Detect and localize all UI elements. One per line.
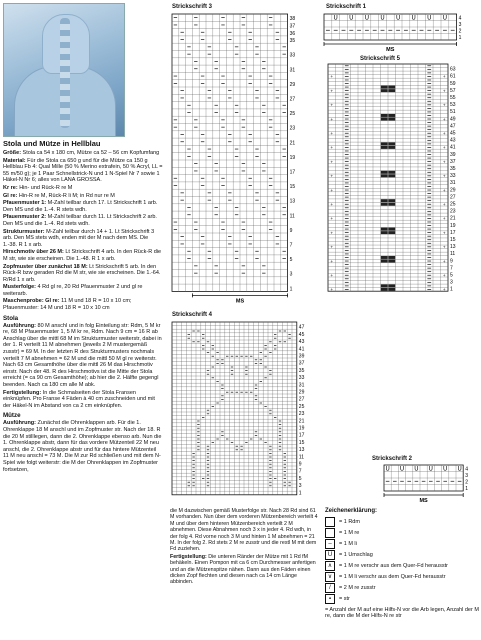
filled-mark [381, 228, 388, 231]
yarn-over-mark: U [385, 466, 390, 473]
left-paragraphs-1 [3, 158, 163, 184]
paragraph-label: Material: [3, 157, 26, 164]
legend-text: = 1 M re [339, 529, 360, 536]
edge-mark: + [330, 188, 334, 193]
stola-paragraphs-0 [3, 323, 163, 389]
filled-mark [381, 86, 388, 89]
row-label: 4 [458, 15, 462, 22]
chart-strickschrift-3 [170, 12, 310, 304]
mid-text-column [170, 508, 318, 587]
purl-icon: – [325, 539, 335, 549]
yarn-over-mark: U [427, 15, 432, 22]
paragraph-label: Strukturmuster: [3, 228, 45, 235]
paragraph-text: Hin-R re M, Rück-R li M; in Rd nur re M [17, 192, 115, 199]
filled-mark [388, 199, 395, 202]
row-label: 23 [289, 125, 296, 132]
legend-item [325, 594, 479, 605]
chart-strickschrift-1 [322, 12, 472, 54]
row-label: 19 [289, 154, 296, 161]
edge-mark: + [330, 259, 334, 264]
row-label: 63 [450, 66, 456, 73]
row-label: 23 [450, 208, 456, 215]
legend-item [325, 572, 479, 583]
stola-paragraphs-1 [3, 390, 163, 410]
row-label: 3 [458, 22, 462, 29]
row-label: 7 [289, 242, 293, 249]
paragraph-label: Gl re: [3, 192, 18, 199]
filled-mark [388, 203, 395, 206]
paragraph-label: Zopfmuster über zunächst 18 M: [3, 263, 88, 270]
row-label: 43 [450, 137, 456, 144]
legend-item [325, 517, 479, 528]
filled-mark [388, 114, 395, 117]
chart-grid [384, 465, 463, 491]
muetze-paragraphs-0 [3, 420, 163, 473]
row-label: 13 [298, 447, 305, 454]
paragraph-label: Ausführung: [3, 322, 36, 329]
ms-label: MS [419, 498, 428, 503]
edge-mark: + [330, 159, 334, 164]
filled-mark [388, 146, 395, 149]
decrease-icon: ∧ [325, 561, 335, 571]
filled-mark [381, 284, 388, 287]
row-label: 31 [289, 67, 296, 74]
product-photo [3, 3, 125, 137]
row-label: 9 [289, 227, 293, 234]
paragraph-label: Pfauenmuster 2: [3, 214, 47, 221]
row-label: 4 [465, 466, 468, 473]
muetze-heading: Mütze [3, 412, 21, 420]
legend-text: = 2 M re zusstr [339, 584, 376, 591]
left-paragraphs-6 [3, 229, 163, 249]
photo-cable-shape [60, 18, 70, 128]
row-label: 47 [298, 324, 305, 331]
yarn-over-mark: U [428, 466, 433, 473]
row-label: 23 [298, 411, 305, 418]
row-label: 11 [289, 213, 295, 220]
left-paragraphs-9 [3, 284, 163, 297]
paragraph-text: M-Zahl teilbar durch 17. Lt Strickschrift 1 arb. Den MS und die 1.-4. R stets wdh. [3, 200, 158, 213]
row-label: 27 [298, 396, 305, 403]
row-label: 33 [450, 173, 456, 180]
paragraph-label: Hirschmotiv über 26 M: [3, 249, 64, 256]
row-label: 7 [298, 468, 302, 475]
row-label: 43 [298, 339, 305, 346]
edge-mark: + [330, 88, 334, 93]
row-label: 5 [298, 475, 302, 482]
edge-mark: + [442, 145, 446, 150]
chart-title-s3: Strickschrift 3 [172, 4, 213, 10]
filled-mark [381, 288, 388, 291]
yarn-over-mark: U [442, 15, 448, 22]
row-label: 15 [289, 184, 296, 191]
edge-mark: + [442, 287, 446, 292]
row-label: 27 [450, 194, 456, 201]
paragraph-label: Größe: [3, 150, 22, 156]
edge-mark: + [330, 103, 334, 108]
paragraph-text: M-Zahl teilbar durch 14 + 1. Lt Strickschrift 3 arb. Den MS stets wdh, enden mit der M nach dem MS. Die 1.-38. R 1 x arb. [3, 228, 155, 248]
row-label: 21 [450, 215, 456, 222]
yarn-over-icon: U [325, 550, 335, 560]
muetze-section [3, 420, 163, 473]
row-label: 1 [298, 490, 302, 497]
chart-grid [324, 14, 457, 40]
filled-mark [381, 118, 388, 121]
row-label: 15 [298, 439, 305, 446]
left-paragraphs-10 [3, 298, 163, 311]
edge-mark: + [330, 131, 334, 136]
legend-text: = 1 M li verschr aus dem Quer-Fd herausstr [339, 573, 446, 580]
edge-mark: + [330, 117, 334, 122]
filled-mark [388, 288, 395, 291]
row-label: 31 [298, 382, 305, 389]
filled-mark [388, 260, 395, 263]
left-paragraphs-2 [3, 185, 163, 192]
edge-mark: + [442, 188, 446, 193]
legend-text: = str [339, 595, 350, 602]
legend-note: = Anzahl der M auf eine Hilfs-N vor die Arb legen, Anzahl der M re, dann die M der Hilfs-N re str [325, 606, 479, 620]
paragraph-text: die M dazwischen gemäß Musterfolge str. Nach 28 Rd sind 61 M vorhanden. Nun über dem vorderen Mützenbereich verteilt 4 M und über dem hinteren Mützenbereich verteilt 2 M abnehmen. Diese Abnahmen noch 3 x in jeder 4. Rd wdh, in der folg 4. Rd vorne noch 3 M und hinten 1 M abnehmen = 21 M. In der folg 2. Rd stets 2 M re zusstr und die restl M mit dem Fd zuziehen. [170, 508, 318, 553]
row-label: 21 [298, 418, 305, 425]
row-label: 59 [450, 80, 456, 87]
legend-item [325, 583, 479, 594]
paragraph-label: Kr re: [3, 184, 18, 191]
paragraph-label: Fertigstellung: [170, 553, 207, 560]
material-section [3, 150, 163, 312]
ms-label: MS [235, 298, 245, 304]
edge-mark: + [442, 202, 446, 207]
yarn-over-mark: U [457, 466, 462, 473]
edge-mark: + [330, 145, 334, 150]
row-label: 21 [289, 140, 296, 147]
row-label: 1 [450, 286, 453, 293]
yarn-over-mark: U [364, 15, 370, 22]
edge-mark: + [442, 216, 446, 221]
legend [325, 508, 479, 620]
row-label: 1 [465, 486, 468, 493]
knit-icon [325, 528, 335, 538]
row-label: 19 [450, 222, 456, 229]
row-label: 45 [298, 331, 305, 338]
edge-mark: + [442, 245, 446, 250]
left-paragraphs-4 [3, 200, 163, 213]
paragraph-text: Lt Strickschrift 5 arb. In den Rück-R bzw geraden Rd die M str, wie sie erscheinen. Die 1.-64. R/Rd 1 x arb. [3, 263, 161, 283]
paragraph-text: Lt Strickschrift 4 arb. In den Rück-R die M str, wie sie erscheinen. Die 1.-48. R 1 x arb. [3, 249, 162, 262]
filled-mark [388, 284, 395, 287]
edge-mark: + [442, 131, 446, 136]
left-paragraphs-8 [3, 264, 163, 284]
row-label: 2 [458, 28, 462, 35]
row-label: 31 [450, 180, 456, 187]
row-label: 7 [450, 265, 453, 272]
stola-section [3, 323, 163, 410]
filled-mark [381, 231, 388, 234]
stola-heading: Stola [3, 314, 19, 322]
mid-paragraphs-0 [170, 508, 318, 553]
filled-mark [388, 231, 395, 234]
legend-text: = 1 Rdm [339, 518, 360, 525]
row-label: 55 [450, 94, 456, 101]
row-label: 38 [289, 16, 296, 23]
paragraph-text: Stola ca 54 x 180 cm, Mütze ca 52 – 56 cm Kopfumfang [21, 150, 160, 156]
filled-mark [388, 171, 395, 174]
instructions-column [3, 140, 163, 474]
legend-text: = 1 Umschlag [339, 551, 373, 558]
row-label: 61 [450, 73, 456, 80]
row-label: 27 [289, 96, 296, 103]
row-label: 9 [450, 258, 453, 265]
row-label: 17 [298, 432, 305, 439]
row-label: 33 [289, 52, 296, 59]
edge-mark: + [442, 273, 446, 278]
row-label: 11 [450, 251, 456, 258]
row-label: 39 [450, 151, 456, 158]
paragraph-label: Ausführung: [3, 420, 36, 427]
chart-grid [328, 64, 448, 292]
filled-mark [381, 203, 388, 206]
row-label: 35 [298, 367, 305, 374]
filled-mark [388, 86, 395, 89]
row-label: 45 [450, 130, 456, 137]
edge-mark: + [330, 273, 334, 278]
chart-grid [172, 322, 297, 495]
filled-mark [388, 89, 395, 92]
increase-icon: ∨ [325, 572, 335, 582]
row-label: 1 [289, 286, 293, 293]
edge-mark: + [330, 202, 334, 207]
filled-mark [388, 142, 395, 145]
filled-mark [388, 256, 395, 259]
row-label: 11 [298, 454, 305, 461]
edge-mark: + [442, 103, 446, 108]
row-label: 47 [450, 123, 456, 130]
edge-mark: + [442, 259, 446, 264]
row-label: 57 [450, 87, 456, 94]
row-label: 35 [289, 38, 296, 45]
row-label: 29 [450, 187, 456, 194]
yarn-over-mark: U [414, 466, 419, 473]
chart-strickschrift-2 [382, 463, 478, 503]
paragraph-label: Pfauenmuster 1: [3, 200, 47, 207]
yarn-over-mark: U [411, 15, 416, 22]
filled-mark [381, 199, 388, 202]
ms-label: MS [386, 47, 395, 53]
legend-text: = 1 M re verschr aus dem Quer-Fd herausstr [339, 562, 448, 569]
chart-title-s2: Strickschrift 2 [372, 456, 413, 462]
filled-mark [381, 142, 388, 145]
no-stitch-icon: ▪ [325, 594, 335, 604]
chart-strickschrift-4 [170, 320, 310, 502]
row-label: 53 [450, 102, 456, 109]
paragraph-text: 4 Rd gl re, 20 Rd Pfauenmuster 2 und gl re weiterarb. [3, 284, 143, 297]
row-label: 36 [289, 30, 296, 37]
row-label: 3 [450, 279, 453, 286]
row-label: 39 [298, 353, 305, 360]
k2tog-icon: / [325, 583, 335, 593]
row-label: 17 [450, 229, 456, 236]
paragraph-label: Fertigstellung: [3, 389, 42, 396]
filled-mark [381, 256, 388, 259]
edge-mark: + [330, 216, 334, 221]
row-label: 13 [450, 244, 456, 251]
paragraph-text: M-Zahl teilbar durch 11. Lt Strickschrift 2 arb. Den MS und die 1.-4. Rd stets wdh. [3, 214, 157, 227]
page-title: Stola und Mütze in Hellblau [3, 139, 101, 148]
legend-item [325, 528, 479, 539]
filled-mark [381, 174, 388, 177]
legend-items [325, 517, 479, 605]
yarn-over-mark: U [395, 15, 401, 22]
row-label: 5 [289, 257, 293, 264]
row-label: 5 [450, 272, 453, 279]
row-label: 15 [450, 236, 456, 243]
row-label: 37 [289, 23, 296, 30]
filled-mark [388, 228, 395, 231]
row-label: 3 [465, 473, 468, 480]
paragraph-text: Für die Stola ca 650 g und für die Mütze ca 150 g Hellblau Fb 4: Qual Mille (50 % Merino extrafein, 50 % Acryl, LL = 55 m/50 g); je 1 Paar Schnellstrick-N und 1 N-Spiel Nr 7 sowie 1 Häkel-N Nr 6; alles von LANA GROSSA. [3, 157, 163, 184]
filled-mark [381, 146, 388, 149]
chart-title-s1: Strickschrift 1 [326, 4, 367, 10]
mid-paragraphs-1 [170, 554, 318, 586]
paragraph-label: Musterfolge: [3, 284, 36, 291]
row-label: 37 [450, 158, 456, 165]
row-label: 35 [450, 165, 456, 172]
yarn-over-mark: U [399, 466, 405, 473]
edge-mark: + [442, 174, 446, 179]
row-label: 3 [289, 271, 293, 278]
yarn-over-mark: U [380, 15, 385, 22]
row-label: 2 [465, 479, 468, 486]
edge-mark: + [330, 230, 334, 235]
edge-mark: + [330, 287, 334, 292]
paragraph-label: Maschenprobe: Gl re: [3, 298, 60, 305]
legend-item [325, 539, 479, 550]
yarn-over-mark: U [443, 466, 448, 473]
chart-grid [172, 14, 288, 291]
yarn-over-mark: U [333, 15, 338, 22]
chart-title-s5: Strickschrift 5 [360, 56, 401, 62]
legend-item [325, 550, 479, 561]
row-label: 9 [298, 461, 302, 468]
left-paragraphs-5 [3, 214, 163, 227]
row-label: 13 [289, 198, 296, 205]
edge-mark: + [330, 174, 334, 179]
row-label: 3 [298, 483, 302, 490]
chart-title-s4: Strickschrift 4 [172, 312, 213, 318]
filled-mark [381, 114, 388, 117]
paragraph-text: Zunächst die Ohrenklappen arb. Für die 1. Ohrenklappe 18 M anschl und im Zopfmuster str. Nach der 18. R die 20 M stilllegen, dann die 2. Ohrenklappe ebenso arb. Nun die 1. Ohrenklappe abstr, dann für das vordere Mützenteil 22 M neu anschl, die 2. Ohrenklappe abstr und für das hintere Mützenteil 11 M neu anschl = 73 M. Die M zur Rd schließen und mit dem N-Spiel wie folgt weiterstr: die M der Ohrenklappen im Zopfmuster fortsetzen, [3, 420, 162, 473]
filled-mark [381, 89, 388, 92]
legend-title: Zeichenerklärung: [325, 508, 378, 514]
filled-mark [388, 174, 395, 177]
legend-item [325, 561, 479, 572]
filled-mark [381, 260, 388, 263]
paragraph-text: Hin- und Rück-R re M [17, 184, 73, 191]
paragraph-text: 11 M und 18 R = 10 x 10 cm; Pfauenmuster: 14 M und 18 R = 10 x 10 cm [3, 298, 132, 312]
left-paragraphs-0 [3, 150, 163, 157]
row-label: 29 [289, 81, 296, 88]
yarn-over-mark: U [349, 15, 354, 22]
row-label: 41 [450, 144, 456, 151]
filled-mark [381, 171, 388, 174]
row-label: 51 [450, 109, 456, 116]
edge-mark: + [442, 159, 446, 164]
edge-mark: + [442, 117, 446, 122]
edge-mark: + [442, 230, 446, 235]
row-label: 19 [298, 425, 305, 432]
row-label: 25 [298, 403, 305, 410]
row-label: 49 [450, 116, 456, 123]
left-paragraphs-3 [3, 193, 163, 200]
edge-mark: + [330, 245, 334, 250]
row-label: 1 [458, 35, 462, 42]
row-label: 37 [298, 360, 305, 367]
edge-mark: + [330, 74, 334, 79]
row-label: 33 [298, 375, 305, 382]
row-label: 29 [298, 389, 305, 396]
edge-stitch-icon [325, 517, 335, 527]
legend-text: = 1 M li [339, 540, 357, 547]
row-label: 25 [289, 111, 296, 118]
edge-mark: + [442, 74, 446, 79]
left-paragraphs-7 [3, 249, 163, 262]
paragraph-text: Die unteren Ränder der Mütze mit 1 Rd fM behäkeln. Einen Pompon mit ca 6 cm Durchmesser anfertigen und an die Mützenspitze nähen. Dann aus den Fäden einen dicken Zopf flechten und diesen nach ca 14 cm Länge abbinden. [170, 553, 316, 586]
paragraph-text: 80 M anschl und in folg Einteilung str: Rdm, 5 M kr re, 68 M Pfauenmuster 1, 5 M kr re, Rdm. Nach 9 cm = 16 R ab Anschlag über die mittl 68 M im Strukturmuster weiterstr, dabei in der 1. R verteilt 11 M abnehmen (jeweils 2 M mustergemäß zusstr) = 69 M. In der letzten R des Strukturmusters nochmals verteilt 7 M abnehmen = 62 M und die mittl 50 M gl re weiterstr. Nach 63 cm Gesamthöhe über die mittl 26 M das Hirschmotiv einstr. Nach der 48. R des Hirschmotivs ist die Mitte der Stola erreicht (= ca 90 cm Gesamthöhe); ab hier die 2. Hälfte gegengl beenden. Nach ca 180 cm alle M abk. [3, 322, 162, 388]
row-label: 41 [298, 346, 305, 353]
mid-text [170, 508, 318, 586]
filled-mark [388, 118, 395, 121]
edge-mark: + [442, 88, 446, 93]
row-label: 17 [289, 169, 296, 176]
chart-strickschrift-5 [312, 62, 478, 302]
row-label: 25 [450, 201, 456, 208]
paragraph-text: In die Schmalseiten der Stola Fransen einknüpfen. Pro Franse 4 Fäden à 40 cm zuschneiden und mit der Häkel-N im Abstand von ca 2 cm einknüpfen. [3, 389, 155, 409]
